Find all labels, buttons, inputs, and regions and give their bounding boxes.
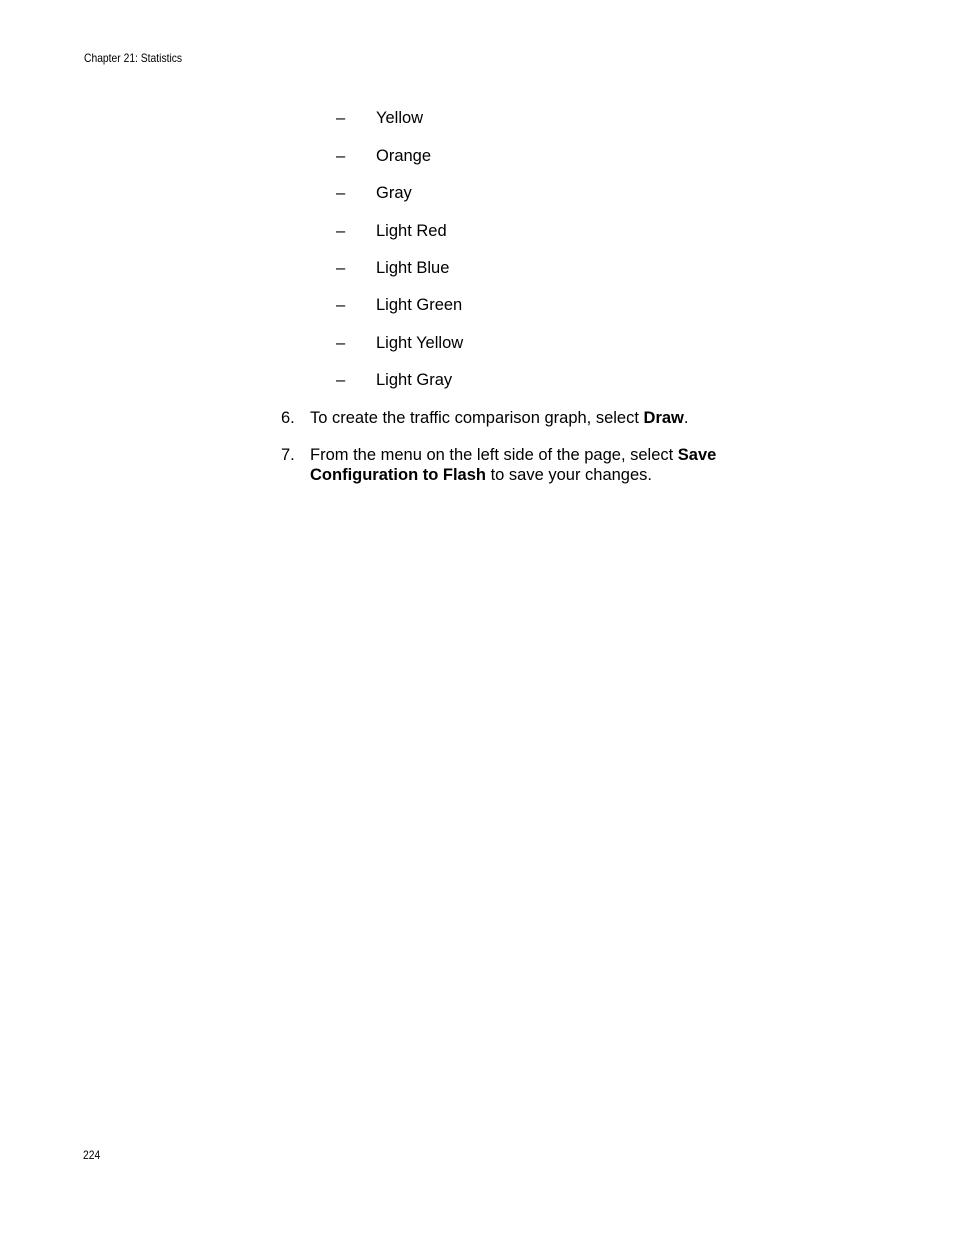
en-dash-marker: – — [336, 334, 346, 352]
en-dash-marker: – — [336, 109, 346, 127]
step-text-before: To create the traffic comparison graph, select — [310, 409, 644, 427]
en-dash-marker: – — [336, 222, 346, 240]
en-dash-marker: – — [336, 147, 346, 165]
list-item-label: Light Gray — [376, 371, 453, 389]
step-number: 6. — [281, 409, 295, 427]
page-number: 224 — [83, 1148, 101, 1162]
list-item-label: Gray — [376, 184, 412, 202]
en-dash-marker: – — [336, 259, 346, 277]
step-text — [310, 408, 750, 428]
step-bold-term: Save Configuration to Flash — [310, 446, 717, 484]
step-bold-term: Draw — [643, 409, 684, 427]
en-dash-marker: – — [336, 184, 346, 202]
list-item-label: Light Green — [376, 296, 463, 314]
list-item-label: Yellow — [376, 109, 424, 127]
list-item-label: Light Red — [376, 222, 447, 240]
list-item-label: Light Blue — [376, 259, 450, 277]
step-text-after: to save your changes. — [485, 466, 652, 484]
list-item-label: Light Yellow — [376, 334, 464, 352]
step-text-after: . — [683, 409, 689, 427]
step-text — [310, 445, 750, 485]
color-option-list — [0, 0, 954, 400]
step-number: 7. — [281, 446, 295, 464]
en-dash-marker: – — [336, 371, 346, 389]
en-dash-marker: – — [336, 296, 346, 314]
step-text-before: From the menu on the left side of the page, select — [310, 446, 678, 464]
list-item-label: Orange — [376, 147, 432, 165]
running-header: Chapter 21: Statistics — [84, 51, 183, 65]
